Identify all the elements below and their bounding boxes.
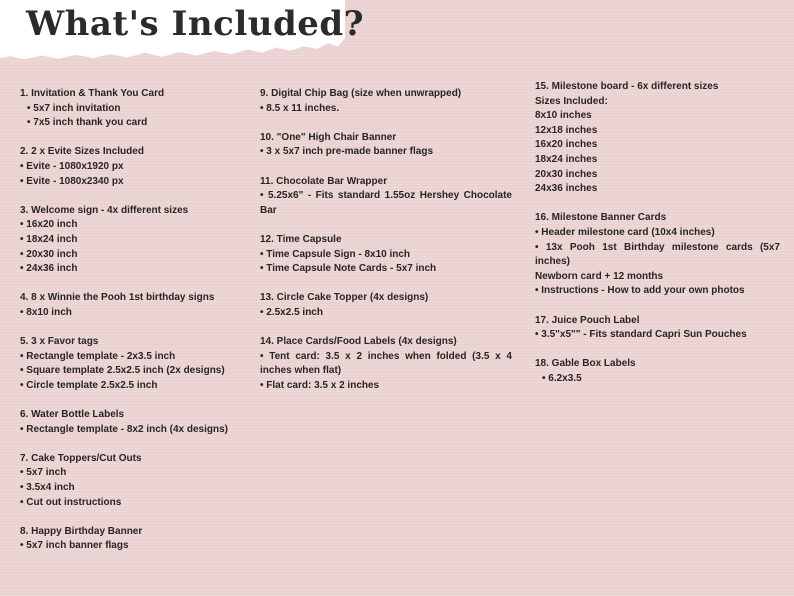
section-water-bottle (20, 408, 245, 437)
section-heading: 6. Water Bottle Labels (20, 409, 125, 421)
list-item: 24x36 inches (535, 183, 598, 195)
list-item: • 7x5 inch thank you card (27, 117, 148, 129)
list-item: • 5x7 inch invitation (27, 102, 121, 114)
section-heading: 10. "One" High Chair Banner (260, 131, 397, 143)
list-item: • Flat card: 3.5 x 2 inches (260, 379, 380, 391)
section-gable-box (535, 357, 780, 386)
list-item: Sizes Included: (535, 95, 608, 107)
list-item: Newborn card + 12 months (535, 270, 664, 282)
list-item: • Square template 2.5x2.5 inch (2x designs) (20, 365, 225, 377)
list-item: 12x18 inches (535, 124, 598, 136)
list-item: 8x10 inches (535, 110, 592, 122)
section-heading: 16. Milestone Banner Cards (535, 212, 667, 224)
list-item: • 6.2x3.5 (542, 372, 582, 384)
section-heading: 4. 8 x Winnie the Pooh 1st birthday signs (20, 292, 215, 304)
section-heading: 8. Happy Birthday Banner (20, 525, 143, 537)
section-milestone-board (535, 80, 780, 197)
section-favor-tags (20, 335, 245, 393)
list-item: • 20x30 inch (20, 248, 78, 260)
list-item: • Circle template 2.5x2.5 inch (20, 379, 158, 391)
section-heading: 7. Cake Toppers/Cut Outs (20, 452, 142, 464)
column-3 (535, 80, 780, 401)
section-heading: 14. Place Cards/Food Labels (4x designs) (260, 336, 457, 348)
section-milestone-cards (535, 211, 780, 299)
list-item: • 5x7 inch (20, 467, 67, 479)
section-heading: 2. 2 x Evite Sizes Included (20, 146, 144, 158)
section-heading: 17. Juice Pouch Label (535, 314, 640, 326)
list-item: • Time Capsule Note Cards - 5x7 inch (260, 263, 437, 275)
list-item: • 2.5x2.5 inch (260, 306, 323, 318)
list-item: 18x24 inches (535, 153, 598, 165)
list-item: • 3.5"x5"" - Fits standard Capri Sun Pouches (535, 329, 747, 341)
list-item: 16x20 inches (535, 139, 598, 151)
list-item: • 8x10 inch (20, 306, 72, 318)
list-item: • 3 x 5x7 inch pre-made banner flags (260, 146, 434, 158)
page-title: What's Included? (26, 4, 365, 44)
section-place-cards (260, 335, 512, 393)
section-invitation (20, 87, 245, 131)
list-item: • 5x7 inch banner flags (20, 540, 129, 552)
section-heading: 15. Milestone board - 6x different sizes (535, 81, 719, 92)
list-item: • 5.25x6" - Fits standard 1.55oz Hershey Chocolate Bar (260, 190, 512, 216)
list-item: • Tent card: 3.5 x 2 inches when folded (3.5 x 4 inches when flat) (260, 350, 512, 377)
list-item: • Instructions - How to add your own photos (535, 285, 745, 297)
list-item: • 8.5 x 11 inches. (260, 102, 340, 114)
section-cake-toppers (20, 452, 245, 510)
section-cake-topper (260, 291, 512, 320)
section-high-chair-banner (260, 131, 512, 160)
list-item: • Header milestone card (10x4 inches) (535, 226, 715, 238)
column-1 (20, 87, 245, 569)
list-item: • 13x Pooh 1st Birthday milestone cards (5x7 inches) (535, 241, 780, 268)
section-heading: 5. 3 x Favor tags (20, 336, 99, 348)
section-heading: 12. Time Capsule (260, 233, 342, 245)
section-heading: 18. Gable Box Labels (535, 358, 636, 370)
list-item: • Rectangle template - 2x3.5 inch (20, 350, 176, 362)
column-2 (260, 87, 512, 408)
list-item: • Cut out instructions (20, 496, 122, 508)
section-birthday-banner (20, 525, 245, 554)
section-juice-pouch (535, 314, 780, 343)
section-heading: 3. Welcome sign - 4x different sizes (20, 204, 189, 216)
section-welcome-sign (20, 204, 245, 277)
list-item: • Evite - 1080x2340 px (20, 175, 124, 187)
section-evite (20, 145, 245, 189)
section-birthday-signs (20, 291, 245, 320)
list-item: • Evite - 1080x1920 px (20, 160, 124, 172)
list-item: • 16x20 inch (20, 219, 78, 231)
list-item: • 24x36 inch (20, 263, 78, 275)
list-item: • Time Capsule Sign - 8x10 inch (260, 248, 411, 260)
section-heading: 1. Invitation & Thank You Card (20, 88, 165, 99)
section-heading: 13. Circle Cake Topper (4x designs) (260, 292, 429, 304)
section-chocolate-wrapper (260, 175, 512, 219)
section-time-capsule (260, 233, 512, 277)
section-heading: 9. Digital Chip Bag (size when unwrapped) (260, 88, 462, 99)
list-item: 20x30 inches (535, 168, 598, 180)
section-heading: 11. Chocolate Bar Wrapper (260, 175, 388, 187)
list-item: • 18x24 inch (20, 233, 78, 245)
section-chip-bag (260, 87, 512, 116)
list-item: • 3.5x4 inch (20, 482, 75, 494)
list-item: • Rectangle template - 8x2 inch (4x designs) (20, 423, 229, 435)
